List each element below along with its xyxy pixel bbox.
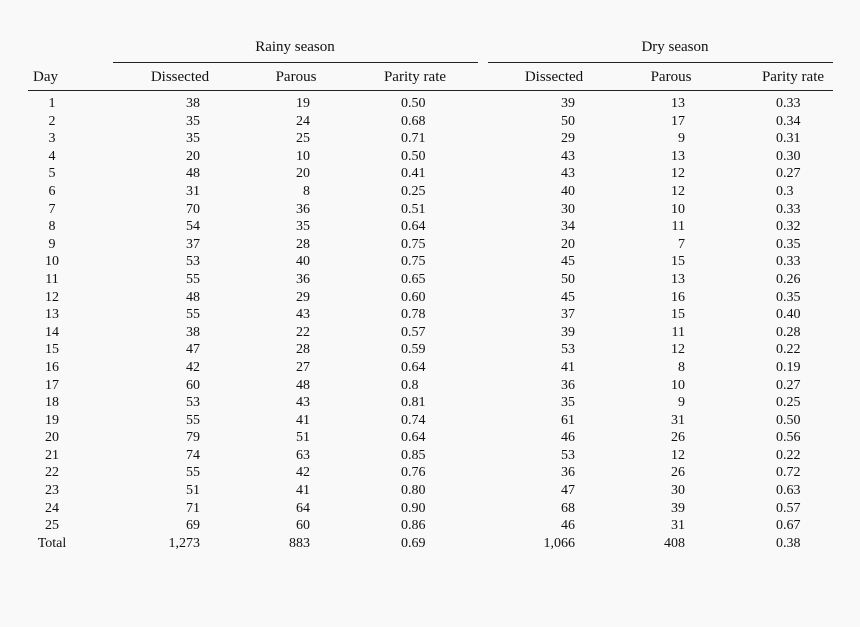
rainy-dissected-cell: 53 [186,254,200,270]
rainy-parous-cell: 41 [296,412,310,428]
dry-parity-rate-cell: 0.34 [776,113,801,129]
rainy-parous-column [260,95,310,552]
day-cell: 13 [45,307,59,323]
dry-parity-rate-cell: 0.32 [776,219,801,235]
day-cell: 5 [48,166,56,182]
dry-dissected-cell: 68 [561,500,575,516]
dry-parity-rate-cell: 0.38 [776,535,801,551]
header-dry-parous: Parous [650,69,692,85]
rainy-parity-rate-cell: 0.80 [401,483,426,499]
rainy-parous-cell: 40 [296,254,310,270]
rainy-dissected-cell: 55 [186,412,200,428]
dry-parous-cell: 10 [671,377,685,393]
day-cell: 7 [48,201,56,217]
dry-parity-rate-cell: 0.63 [776,483,801,499]
day-cell: 16 [45,359,59,375]
dry-parity-rate-cell: 0.35 [776,289,801,305]
rainy-dissected-cell: 37 [186,236,200,252]
day-cell: 15 [45,342,59,358]
rainy-parity-rate-cell: 0.65 [401,271,426,287]
rainy-dissected-cell: 54 [186,219,200,235]
day-cell: 11 [45,271,59,287]
rainy-dissected-cell: 70 [186,201,200,217]
rainy-dissected-cell: 1,273 [168,535,200,551]
day-cell: 25 [45,518,59,534]
rainy-parity-rate-cell: 0.51 [401,201,426,217]
rainy-parity-rate-cell: 0.8 [401,377,419,393]
rainy-parous-cell: 22 [296,324,310,340]
rainy-parous-cell: 35 [296,219,310,235]
day-cell: 10 [45,254,59,270]
dry-parous-cell: 11 [671,219,685,235]
dry-parous-cell: 17 [671,113,685,129]
rainy-parity-rate-cell: 0.68 [401,113,426,129]
dry-parity-rate-cell: 0.33 [776,254,801,270]
rainy-parous-cell: 43 [296,307,310,323]
rainy-season-title: Rainy season [255,39,335,55]
header-rainy-dissected: Dissected [150,69,210,85]
rainy-parous-cell: 36 [296,201,310,217]
rainy-parity-rate-cell: 0.74 [401,412,426,428]
rainy-parous-cell: 43 [296,395,310,411]
dry-parity-rate-cell: 0.33 [776,96,801,111]
dry-dissected-cell: 39 [561,324,575,340]
rainy-parity-rate-cell: 0.64 [401,219,426,235]
dry-parous-cell: 9 [678,395,685,411]
dry-parous-cell: 26 [671,430,685,446]
dry-dissected-cell: 43 [561,148,575,164]
rainy-parity-rate-cell: 0.75 [401,236,426,252]
dry-dissected-cell: 53 [561,447,575,463]
dry-parous-cell: 11 [671,324,685,340]
rainy-dissected-cell: 71 [186,500,200,516]
dry-parous-cell: 26 [671,465,685,481]
dry-dissected-cell: 46 [561,518,575,534]
dry-parous-cell: 15 [671,254,685,270]
rainy-season-rule [113,62,478,63]
rainy-dissected-cell: 55 [186,465,200,481]
dry-parous-cell: 15 [671,307,685,323]
rainy-dissected-cell: 60 [186,377,200,393]
rainy-dissected-cell: 55 [186,271,200,287]
dry-parity-rate-cell: 0.3 [776,183,794,199]
header-dry-parity-rate: Parity rate [761,69,825,85]
rainy-parous-cell: 19 [296,96,310,111]
dry-parity-rate-cell: 0.28 [776,324,801,340]
rainy-dissected-cell: 55 [186,307,200,323]
rainy-parity-rate-cell: 0.59 [401,342,426,358]
dry-parity-rate-cell: 0.26 [776,271,801,287]
dry-dissected-cell: 30 [561,201,575,217]
day-cell: 8 [48,219,56,235]
rainy-dissected-cell: 42 [186,359,200,375]
dry-parity-rate-cell: 0.50 [776,412,801,428]
rainy-dissected-cell: 74 [186,447,200,463]
dry-dissected-cell: 20 [561,236,575,252]
rainy-dissected-cell: 35 [186,113,200,129]
rainy-dissected-cell: 38 [186,324,200,340]
day-cell: 12 [45,289,59,305]
day-cell: 22 [45,465,59,481]
rainy-parous-cell: 24 [296,113,310,129]
day-cell: 18 [45,395,59,411]
dry-parity-rate-cell: 0.35 [776,236,801,252]
day-cell: 20 [45,430,59,446]
dry-parous-cell: 8 [678,359,685,375]
dry-parity-rate-cell: 0.27 [776,377,801,393]
rainy-dissected-cell: 53 [186,395,200,411]
rainy-parity-rate-cell: 0.69 [401,535,426,551]
dry-dissected-cell: 35 [561,395,575,411]
dry-parous-cell: 12 [671,183,685,199]
dry-parous-cell: 12 [671,447,685,463]
day-column [30,95,74,552]
rainy-parity-rate-column [401,95,451,552]
day-cell: 19 [45,412,59,428]
dry-dissected-cell: 61 [561,412,575,428]
rainy-dissected-cell: 51 [186,483,200,499]
rainy-parous-cell: 51 [296,430,310,446]
dry-parous-cell: 13 [671,271,685,287]
header-rule [28,90,833,91]
rainy-dissected-cell: 31 [186,183,200,199]
rainy-dissected-cell: 69 [186,518,200,534]
rainy-dissected-cell: 47 [186,342,200,358]
rainy-parity-rate-cell: 0.57 [401,324,426,340]
dry-parous-cell: 31 [671,518,685,534]
rainy-parity-rate-cell: 0.25 [401,183,426,199]
dry-parous-cell: 12 [671,342,685,358]
dry-dissected-cell: 50 [561,113,575,129]
day-cell: 1 [48,96,56,111]
rainy-parous-cell: 36 [296,271,310,287]
dry-parity-rate-column [776,95,826,552]
dry-season-title: Dry season [641,39,709,55]
dry-parity-rate-cell: 0.72 [776,465,801,481]
dry-parity-rate-cell: 0.25 [776,395,801,411]
header-rainy-parity-rate: Parity rate [383,69,447,85]
dry-dissected-cell: 47 [561,483,575,499]
dry-parity-rate-cell: 0.67 [776,518,801,534]
rainy-dissected-cell: 48 [186,289,200,305]
header-day: Day [33,69,58,85]
rainy-parity-rate-cell: 0.85 [401,447,426,463]
dry-dissected-cell: 50 [561,271,575,287]
dry-dissected-cell: 36 [561,377,575,393]
dry-dissected-cell: 45 [561,254,575,270]
dry-parity-rate-cell: 0.40 [776,307,801,323]
rainy-dissected-column [140,95,200,552]
dry-parous-cell: 13 [671,96,685,111]
rainy-parity-rate-cell: 0.90 [401,500,426,516]
rainy-parous-cell: 41 [296,483,310,499]
rainy-dissected-cell: 35 [186,131,200,147]
dry-dissected-cell: 37 [561,307,575,323]
day-cell: 21 [45,447,59,463]
rainy-parity-rate-cell: 0.50 [401,148,426,164]
day-cell: 4 [48,148,56,164]
day-cell: 9 [48,236,56,252]
dry-dissected-cell: 29 [561,131,575,147]
day-cell: 17 [45,377,59,393]
rainy-parous-cell: 883 [289,535,310,551]
dry-dissected-cell: 41 [561,359,575,375]
dry-dissected-cell: 45 [561,289,575,305]
rainy-parous-cell: 28 [296,236,310,252]
dry-parity-rate-cell: 0.27 [776,166,801,182]
dry-parous-cell: 30 [671,483,685,499]
rainy-parous-cell: 64 [296,500,310,516]
dry-dissected-cell: 1,066 [543,535,575,551]
dry-dissected-cell: 36 [561,465,575,481]
dry-dissected-cell: 34 [561,219,575,235]
dry-parous-cell: 9 [678,131,685,147]
rainy-parity-rate-cell: 0.64 [401,430,426,446]
day-cell: 23 [45,483,59,499]
dry-parous-cell: 39 [671,500,685,516]
rainy-parity-rate-cell: 0.75 [401,254,426,270]
rainy-parous-cell: 60 [296,518,310,534]
dry-dissected-cell: 40 [561,183,575,199]
dry-parous-column [635,95,685,552]
rainy-parity-rate-cell: 0.78 [401,307,426,323]
rainy-parous-cell: 48 [296,377,310,393]
dry-parous-cell: 16 [671,289,685,305]
dry-parity-rate-cell: 0.31 [776,131,801,147]
rainy-parity-rate-cell: 0.64 [401,359,426,375]
rainy-parous-cell: 28 [296,342,310,358]
dry-parity-rate-cell: 0.33 [776,201,801,217]
dry-dissected-cell: 46 [561,430,575,446]
header-rainy-parous: Parous [275,69,317,85]
rainy-parous-cell: 25 [296,131,310,147]
dry-parity-rate-cell: 0.19 [776,359,801,375]
dry-dissected-cell: 43 [561,166,575,182]
rainy-parity-rate-cell: 0.71 [401,131,426,147]
day-cell: Total [37,535,67,551]
rainy-dissected-cell: 79 [186,430,200,446]
dry-dissected-cell: 53 [561,342,575,358]
rainy-parous-cell: 42 [296,465,310,481]
rainy-parity-rate-cell: 0.60 [401,289,426,305]
dry-parity-rate-cell: 0.22 [776,447,801,463]
dry-parous-cell: 13 [671,148,685,164]
day-cell: 3 [48,131,56,147]
dry-dissected-column [515,95,575,552]
dry-parous-cell: 12 [671,166,685,182]
rainy-parity-rate-cell: 0.76 [401,465,426,481]
rainy-parous-cell: 20 [296,166,310,182]
dry-parous-cell: 7 [678,236,685,252]
dry-parity-rate-cell: 0.56 [776,430,801,446]
dry-parous-cell: 10 [671,201,685,217]
dry-parity-rate-cell: 0.30 [776,148,801,164]
rainy-parity-rate-cell: 0.86 [401,518,426,534]
rainy-parous-cell: 27 [296,359,310,375]
header-dry-dissected: Dissected [524,69,584,85]
rainy-dissected-cell: 38 [186,96,200,111]
dry-parity-rate-cell: 0.22 [776,342,801,358]
day-cell: 24 [45,500,59,516]
dry-dissected-cell: 39 [561,96,575,111]
rainy-parous-cell: 29 [296,289,310,305]
rainy-parity-rate-cell: 0.41 [401,166,426,182]
rainy-parous-cell: 10 [296,148,310,164]
dry-parous-cell: 31 [671,412,685,428]
dry-season-rule [488,62,833,63]
rainy-parity-rate-cell: 0.50 [401,96,426,111]
rainy-dissected-cell: 48 [186,166,200,182]
day-cell: 14 [45,324,59,340]
rainy-parity-rate-cell: 0.81 [401,395,426,411]
dry-parous-cell: 408 [664,535,685,551]
rainy-parous-cell: 8 [303,183,310,199]
dry-parity-rate-cell: 0.57 [776,500,801,516]
day-cell: 6 [48,183,56,199]
day-cell: 2 [48,113,56,129]
rainy-dissected-cell: 20 [186,148,200,164]
rainy-parous-cell: 63 [296,447,310,463]
